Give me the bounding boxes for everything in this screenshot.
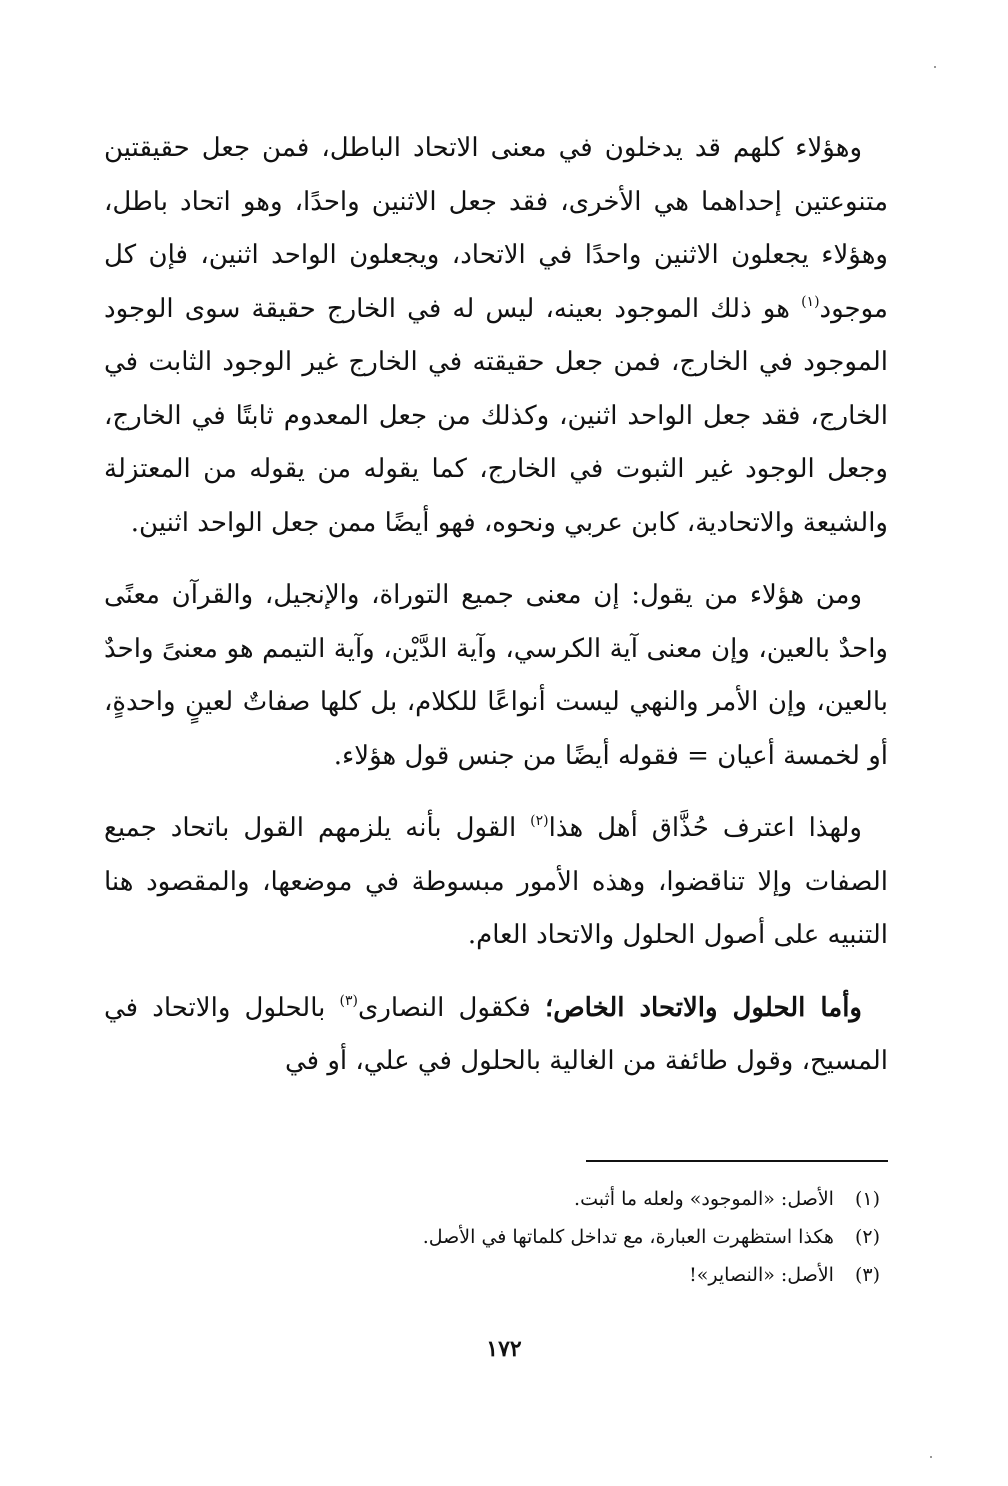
footnote-number: (١) — [854, 1188, 880, 1210]
text-segment: فكقول النصارى — [357, 992, 545, 1023]
footnote-text: الأصل: «الموجود» ولعله ما أثبت. — [574, 1188, 834, 1210]
footnotes — [104, 1180, 888, 1294]
footnote-3 — [104, 1256, 888, 1294]
text-segment: بالحلول والاتحاد في المسيح، وقول طائفة من الغالية بالحلول في علي، أو في — [104, 992, 888, 1076]
footnote-ref-2: (٢) — [530, 813, 549, 829]
paragraph-2 — [104, 569, 888, 783]
text-segment: هو ذلك الموجود بعينه، ليس له في الخارج حقيقة سوى الوجود الموجود في الخارج، فمن جعل حقيقته في الخارج غير الوجود الثابت في الخارج، فقد جعل الواحد اثنين، وكذلك من جعل المعدوم ثابتًا في الخارج، وجعل الوجود غير الثبوت في الخارج، كما يقوله من يقوله من المعتزلة والشيعة والاتحادية، كابن عربي ونحوه، فهو أيضًا ممن جعل الواحد اثنين. — [104, 293, 888, 538]
footnote-2 — [104, 1218, 888, 1256]
paragraph-1 — [104, 122, 888, 550]
text-segment: القول بأنه يلزمهم القول باتحاد جميع الصفات وإلا تناقضوا، وهذه الأمور مبسوطة في موضعها، والمقصود هنا التنبيه على أصول الحلول والاتحاد العام. — [104, 813, 888, 950]
paragraph-4 — [104, 982, 888, 1089]
footnote-ref-3: (٣) — [339, 992, 358, 1009]
footnote-number: (٣) — [854, 1264, 880, 1286]
scan-speck — [934, 66, 936, 68]
footnote-ref-1: (١) — [801, 293, 820, 310]
footnote-text: الأصل: «النصاير»! — [689, 1264, 834, 1286]
page-number: ١٧٢ — [486, 1336, 522, 1362]
paragraph-3 — [104, 802, 888, 963]
footnote-text: هكذا استظهرت العبارة، مع تداخل كلماتها في الأصل. — [422, 1226, 834, 1248]
text-segment: ومن هؤلاء من يقول: إن معنى جميع التوراة، والإنجيل، والقرآن معنًى واحدٌ بالعين، وإن معنى آية الكرسي، وآية الدَّيْن، وآية التيمم هو معنىً واحدٌ بالعين، وإن الأمر والنهي ليست أنواعًا للكلام، بل كلها صفاتٌ لعينٍ واحدةٍ، أو لخمسة أعيان = فقوله أيضًا من جنس قول هؤلاء. — [104, 580, 888, 771]
footnote-1 — [104, 1180, 888, 1218]
text-segment: ولهذا اعترف حُذَّاق أهل هذا — [548, 813, 862, 843]
scan-speck — [930, 1456, 932, 1458]
main-text — [104, 122, 888, 1089]
footnote-separator — [586, 1160, 888, 1162]
footnote-number: (٢) — [854, 1226, 880, 1248]
text-segment: وهؤلاء كلهم قد يدخلون في معنى الاتحاد الباطل، فمن جعل حقيقتين متنوعتين إحداهما هي الأخرى، فقد جعل الاثنين واحدًا، وهو اتحاد باطل، وهؤلاء يجعلون الاثنين واحدًا في الاتحاد، ويجعلون الواحد اثنين، فإن كل موجود — [104, 133, 888, 324]
bold-lead-phrase: وأما الحلول والاتحاد الخاص؛ — [544, 992, 862, 1023]
